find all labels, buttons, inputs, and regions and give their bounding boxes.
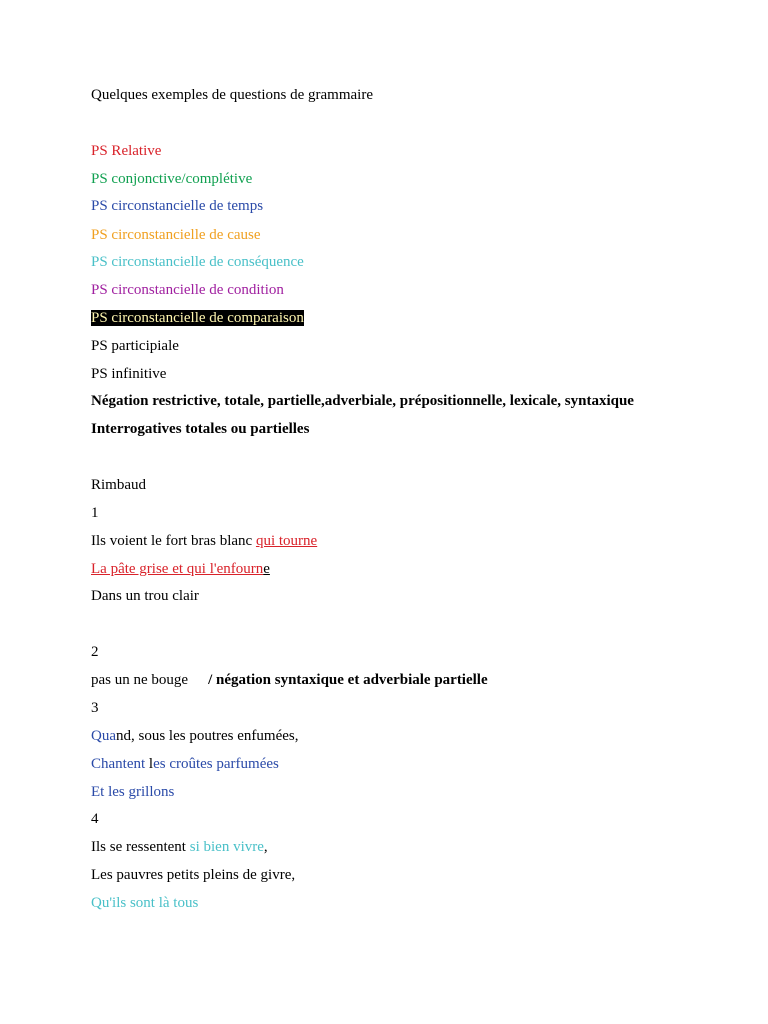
temporal-clause-text: Qua xyxy=(91,728,116,744)
example-3-line-2 xyxy=(91,755,279,773)
example-1-line-1 xyxy=(91,532,317,550)
example-1-line-3: Dans un trou clair xyxy=(91,588,199,604)
example-number-2: 2 xyxy=(91,644,99,660)
category-comparaison xyxy=(91,309,304,327)
category-participiale: PS participiale xyxy=(91,338,179,354)
document-title: Quelques exemples de questions de grammaire xyxy=(91,87,373,103)
highlighted-text: PS circonstancielle de comparaison xyxy=(91,310,304,326)
example-number-1: 1 xyxy=(91,505,99,521)
temporal-clause-text: Chantent xyxy=(91,756,149,772)
example-3-line-1 xyxy=(91,727,298,745)
consequence-clause-text: si bien vivre xyxy=(189,839,264,855)
plain-text: Ils voient le fort bras blanc xyxy=(91,533,256,549)
annotation-text: / négation syntaxique et adverbiale partielle xyxy=(208,672,488,688)
plain-text: l xyxy=(148,756,154,772)
category-condition: PS circonstancielle de condition xyxy=(91,282,284,298)
category-conjonctive: PS conjonctive/complétive xyxy=(91,171,253,187)
example-4-line-2: Les pauvres petits pleins de givre, xyxy=(91,867,296,883)
example-4-line-1 xyxy=(91,838,268,856)
author-name: Rimbaud xyxy=(91,477,146,493)
plain-text: nd, sous les poutres enfumées, xyxy=(116,728,299,744)
example-3-line-3: Et les grillons xyxy=(91,784,175,800)
plain-text: pas un ne bouge xyxy=(91,672,189,688)
example-2-line-1 xyxy=(91,671,488,689)
example-1-line-2 xyxy=(91,560,270,578)
category-cause: PS circonstancielle de cause xyxy=(91,227,261,243)
example-4-line-3: Qu'ils sont là tous xyxy=(91,895,199,911)
relative-clause-text: La pâte grise et qui l'enfourn xyxy=(91,561,264,577)
relative-clause-text: qui tourne xyxy=(255,533,318,549)
plain-text: Ils se ressentent xyxy=(91,839,190,855)
category-relative: PS Relative xyxy=(91,143,162,159)
example-number-4: 4 xyxy=(91,811,99,827)
plain-text: e xyxy=(263,561,270,577)
category-negation: Négation restrictive, totale, partielle,adverbiale, prépositionnelle, lexicale, syntaxique xyxy=(91,393,634,409)
category-consequence: PS circonstancielle de conséquence xyxy=(91,254,304,270)
category-infinitive: PS infinitive xyxy=(91,366,167,382)
category-interrogatives: Interrogatives totales ou partielles xyxy=(91,421,310,437)
category-temps: PS circonstancielle de temps xyxy=(91,198,264,214)
temporal-clause-text: es croûtes parfumées xyxy=(153,756,279,772)
plain-text: , xyxy=(263,839,268,855)
example-number-3: 3 xyxy=(91,700,99,716)
